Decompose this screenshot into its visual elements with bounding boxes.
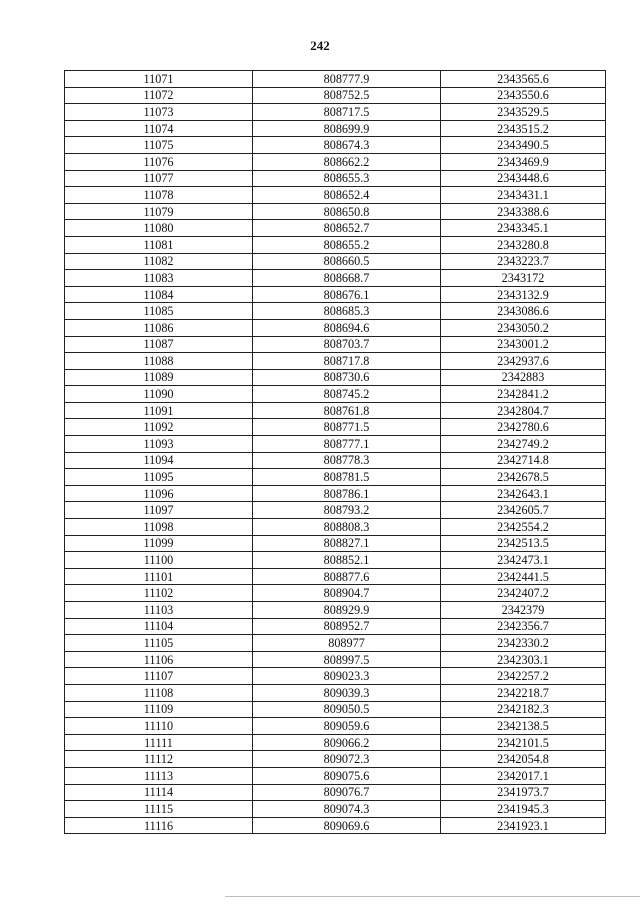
point-number-cell: 11106 <box>65 651 253 668</box>
table-row <box>65 270 606 287</box>
table-row <box>65 336 606 353</box>
y-coordinate-cell: 2342407.2 <box>441 585 606 602</box>
y-coordinate-cell: 2343565.6 <box>441 71 606 88</box>
table-row <box>65 469 606 486</box>
y-coordinate-cell: 2343529.5 <box>441 104 606 121</box>
table-row <box>65 220 606 237</box>
point-number-cell: 11076 <box>65 153 253 170</box>
y-coordinate-cell: 2342017.1 <box>441 767 606 784</box>
y-coordinate-cell: 2342138.5 <box>441 718 606 735</box>
point-number-cell: 11116 <box>65 817 253 834</box>
x-coordinate-cell: 809076.7 <box>253 784 441 801</box>
point-number-cell: 11103 <box>65 602 253 619</box>
point-number-cell: 11115 <box>65 801 253 818</box>
x-coordinate-cell: 808655.3 <box>253 170 441 187</box>
y-coordinate-cell: 2341923.1 <box>441 817 606 834</box>
table-row <box>65 87 606 104</box>
x-coordinate-cell: 808977 <box>253 635 441 652</box>
x-coordinate-cell: 808997.5 <box>253 651 441 668</box>
table-row <box>65 718 606 735</box>
x-coordinate-cell: 808781.5 <box>253 469 441 486</box>
y-coordinate-cell: 2343172 <box>441 270 606 287</box>
x-coordinate-cell: 808904.7 <box>253 585 441 602</box>
table-row <box>65 668 606 685</box>
y-coordinate-cell: 2342441.5 <box>441 568 606 585</box>
x-coordinate-cell: 808827.1 <box>253 535 441 552</box>
point-number-cell: 11109 <box>65 701 253 718</box>
table-row <box>65 137 606 154</box>
scan-edge-line <box>225 896 640 897</box>
point-number-cell: 11112 <box>65 751 253 768</box>
table-row <box>65 535 606 552</box>
x-coordinate-cell: 808777.9 <box>253 71 441 88</box>
x-coordinate-cell: 808786.1 <box>253 485 441 502</box>
table-row <box>65 353 606 370</box>
point-number-cell: 11110 <box>65 718 253 735</box>
point-number-cell: 11073 <box>65 104 253 121</box>
point-number-cell: 11104 <box>65 618 253 635</box>
y-coordinate-cell: 2342356.7 <box>441 618 606 635</box>
point-number-cell: 11086 <box>65 319 253 336</box>
x-coordinate-cell: 808952.7 <box>253 618 441 635</box>
table-row <box>65 701 606 718</box>
y-coordinate-cell: 2343490.5 <box>441 137 606 154</box>
table-row <box>65 552 606 569</box>
table-row <box>65 402 606 419</box>
y-coordinate-cell: 2342379 <box>441 602 606 619</box>
table-row <box>65 452 606 469</box>
x-coordinate-cell: 808777.1 <box>253 436 441 453</box>
point-number-cell: 11071 <box>65 71 253 88</box>
table-row <box>65 319 606 336</box>
point-number-cell: 11089 <box>65 369 253 386</box>
point-number-cell: 11108 <box>65 684 253 701</box>
table-row <box>65 618 606 635</box>
table-row <box>65 71 606 88</box>
y-coordinate-cell: 2343515.2 <box>441 120 606 137</box>
x-coordinate-cell: 808685.3 <box>253 303 441 320</box>
point-number-cell: 11093 <box>65 436 253 453</box>
table-row <box>65 684 606 701</box>
point-number-cell: 11094 <box>65 452 253 469</box>
point-number-cell: 11083 <box>65 270 253 287</box>
y-coordinate-cell: 2343469.9 <box>441 153 606 170</box>
table-row <box>65 120 606 137</box>
x-coordinate-cell: 808655.2 <box>253 236 441 253</box>
x-coordinate-cell: 809059.6 <box>253 718 441 735</box>
table-row <box>65 635 606 652</box>
y-coordinate-cell: 2343431.1 <box>441 187 606 204</box>
point-number-cell: 11079 <box>65 203 253 220</box>
x-coordinate-cell: 808929.9 <box>253 602 441 619</box>
y-coordinate-cell: 2342780.6 <box>441 419 606 436</box>
table-row <box>65 170 606 187</box>
point-number-cell: 11097 <box>65 502 253 519</box>
table-body <box>65 71 606 834</box>
y-coordinate-cell: 2342643.1 <box>441 485 606 502</box>
point-number-cell: 11101 <box>65 568 253 585</box>
x-coordinate-cell: 808660.5 <box>253 253 441 270</box>
y-coordinate-cell: 2343345.1 <box>441 220 606 237</box>
y-coordinate-cell: 2342330.2 <box>441 635 606 652</box>
point-number-cell: 11095 <box>65 469 253 486</box>
y-coordinate-cell: 2342841.2 <box>441 386 606 403</box>
x-coordinate-cell: 809069.6 <box>253 817 441 834</box>
y-coordinate-cell: 2342605.7 <box>441 502 606 519</box>
y-coordinate-cell: 2343280.8 <box>441 236 606 253</box>
x-coordinate-cell: 808676.1 <box>253 286 441 303</box>
table-row <box>65 784 606 801</box>
x-coordinate-cell: 808652.7 <box>253 220 441 237</box>
x-coordinate-cell: 808852.1 <box>253 552 441 569</box>
table-row <box>65 751 606 768</box>
x-coordinate-cell: 808674.3 <box>253 137 441 154</box>
table-row <box>65 801 606 818</box>
point-number-cell: 11102 <box>65 585 253 602</box>
table-row <box>65 286 606 303</box>
point-number-cell: 11114 <box>65 784 253 801</box>
y-coordinate-cell: 2342303.1 <box>441 651 606 668</box>
x-coordinate-cell: 809039.3 <box>253 684 441 701</box>
x-coordinate-cell: 808778.3 <box>253 452 441 469</box>
point-number-cell: 11098 <box>65 519 253 536</box>
table-row <box>65 369 606 386</box>
x-coordinate-cell: 809066.2 <box>253 734 441 751</box>
table-row <box>65 253 606 270</box>
y-coordinate-cell: 2343550.6 <box>441 87 606 104</box>
point-number-cell: 11081 <box>65 236 253 253</box>
table-row <box>65 767 606 784</box>
x-coordinate-cell: 808650.8 <box>253 203 441 220</box>
y-coordinate-cell: 2341945.3 <box>441 801 606 818</box>
y-coordinate-cell: 2343223.7 <box>441 253 606 270</box>
table-row <box>65 502 606 519</box>
point-number-cell: 11075 <box>65 137 253 154</box>
point-number-cell: 11099 <box>65 535 253 552</box>
point-number-cell: 11111 <box>65 734 253 751</box>
x-coordinate-cell: 808771.5 <box>253 419 441 436</box>
y-coordinate-cell: 2342883 <box>441 369 606 386</box>
y-coordinate-cell: 2342218.7 <box>441 684 606 701</box>
table-row <box>65 651 606 668</box>
x-coordinate-cell: 808745.2 <box>253 386 441 403</box>
point-number-cell: 11090 <box>65 386 253 403</box>
point-number-cell: 11088 <box>65 353 253 370</box>
y-coordinate-cell: 2342473.1 <box>441 552 606 569</box>
point-number-cell: 11100 <box>65 552 253 569</box>
x-coordinate-cell: 809023.3 <box>253 668 441 685</box>
x-coordinate-cell: 808752.5 <box>253 87 441 104</box>
table-row <box>65 519 606 536</box>
table-row <box>65 602 606 619</box>
x-coordinate-cell: 809072.3 <box>253 751 441 768</box>
point-number-cell: 11091 <box>65 402 253 419</box>
point-number-cell: 11077 <box>65 170 253 187</box>
x-coordinate-cell: 808730.6 <box>253 369 441 386</box>
y-coordinate-cell: 2342257.2 <box>441 668 606 685</box>
y-coordinate-cell: 2342513.5 <box>441 535 606 552</box>
point-number-cell: 11092 <box>65 419 253 436</box>
table-row <box>65 817 606 834</box>
table-row <box>65 734 606 751</box>
table-row <box>65 153 606 170</box>
y-coordinate-cell: 2341973.7 <box>441 784 606 801</box>
table-row <box>65 585 606 602</box>
x-coordinate-cell: 808652.4 <box>253 187 441 204</box>
table-row <box>65 203 606 220</box>
x-coordinate-cell: 808699.9 <box>253 120 441 137</box>
table-row <box>65 485 606 502</box>
x-coordinate-cell: 808703.7 <box>253 336 441 353</box>
y-coordinate-cell: 2342937.6 <box>441 353 606 370</box>
y-coordinate-cell: 2343448.6 <box>441 170 606 187</box>
y-coordinate-cell: 2343388.6 <box>441 203 606 220</box>
y-coordinate-cell: 2343086.6 <box>441 303 606 320</box>
y-coordinate-cell: 2342714.8 <box>441 452 606 469</box>
x-coordinate-cell: 809075.6 <box>253 767 441 784</box>
x-coordinate-cell: 808694.6 <box>253 319 441 336</box>
y-coordinate-cell: 2343050.2 <box>441 319 606 336</box>
point-number-cell: 11096 <box>65 485 253 502</box>
y-coordinate-cell: 2343132.9 <box>441 286 606 303</box>
y-coordinate-cell: 2342804.7 <box>441 402 606 419</box>
x-coordinate-cell: 809074.3 <box>253 801 441 818</box>
table-row <box>65 568 606 585</box>
y-coordinate-cell: 2342678.5 <box>441 469 606 486</box>
x-coordinate-cell: 808877.6 <box>253 568 441 585</box>
x-coordinate-cell: 808808.3 <box>253 519 441 536</box>
y-coordinate-cell: 2342749.2 <box>441 436 606 453</box>
point-number-cell: 11078 <box>65 187 253 204</box>
point-number-cell: 11074 <box>65 120 253 137</box>
point-number-cell: 11084 <box>65 286 253 303</box>
table-row <box>65 187 606 204</box>
x-coordinate-cell: 808662.2 <box>253 153 441 170</box>
y-coordinate-cell: 2343001.2 <box>441 336 606 353</box>
x-coordinate-cell: 808793.2 <box>253 502 441 519</box>
x-coordinate-cell: 808717.8 <box>253 353 441 370</box>
table-row <box>65 386 606 403</box>
point-number-cell: 11105 <box>65 635 253 652</box>
table-row <box>65 303 606 320</box>
point-number-cell: 11107 <box>65 668 253 685</box>
point-number-cell: 11082 <box>65 253 253 270</box>
table-row <box>65 436 606 453</box>
x-coordinate-cell: 808668.7 <box>253 270 441 287</box>
x-coordinate-cell: 808717.5 <box>253 104 441 121</box>
point-number-cell: 11072 <box>65 87 253 104</box>
point-number-cell: 11113 <box>65 767 253 784</box>
y-coordinate-cell: 2342054.8 <box>441 751 606 768</box>
coordinate-table <box>64 70 606 834</box>
y-coordinate-cell: 2342101.5 <box>441 734 606 751</box>
table-row <box>65 104 606 121</box>
page-number: 242 <box>310 38 330 53</box>
point-number-cell: 11085 <box>65 303 253 320</box>
point-number-cell: 11080 <box>65 220 253 237</box>
x-coordinate-cell: 809050.5 <box>253 701 441 718</box>
y-coordinate-cell: 2342554.2 <box>441 519 606 536</box>
table-row <box>65 419 606 436</box>
point-number-cell: 11087 <box>65 336 253 353</box>
y-coordinate-cell: 2342182.3 <box>441 701 606 718</box>
table-row <box>65 236 606 253</box>
x-coordinate-cell: 808761.8 <box>253 402 441 419</box>
